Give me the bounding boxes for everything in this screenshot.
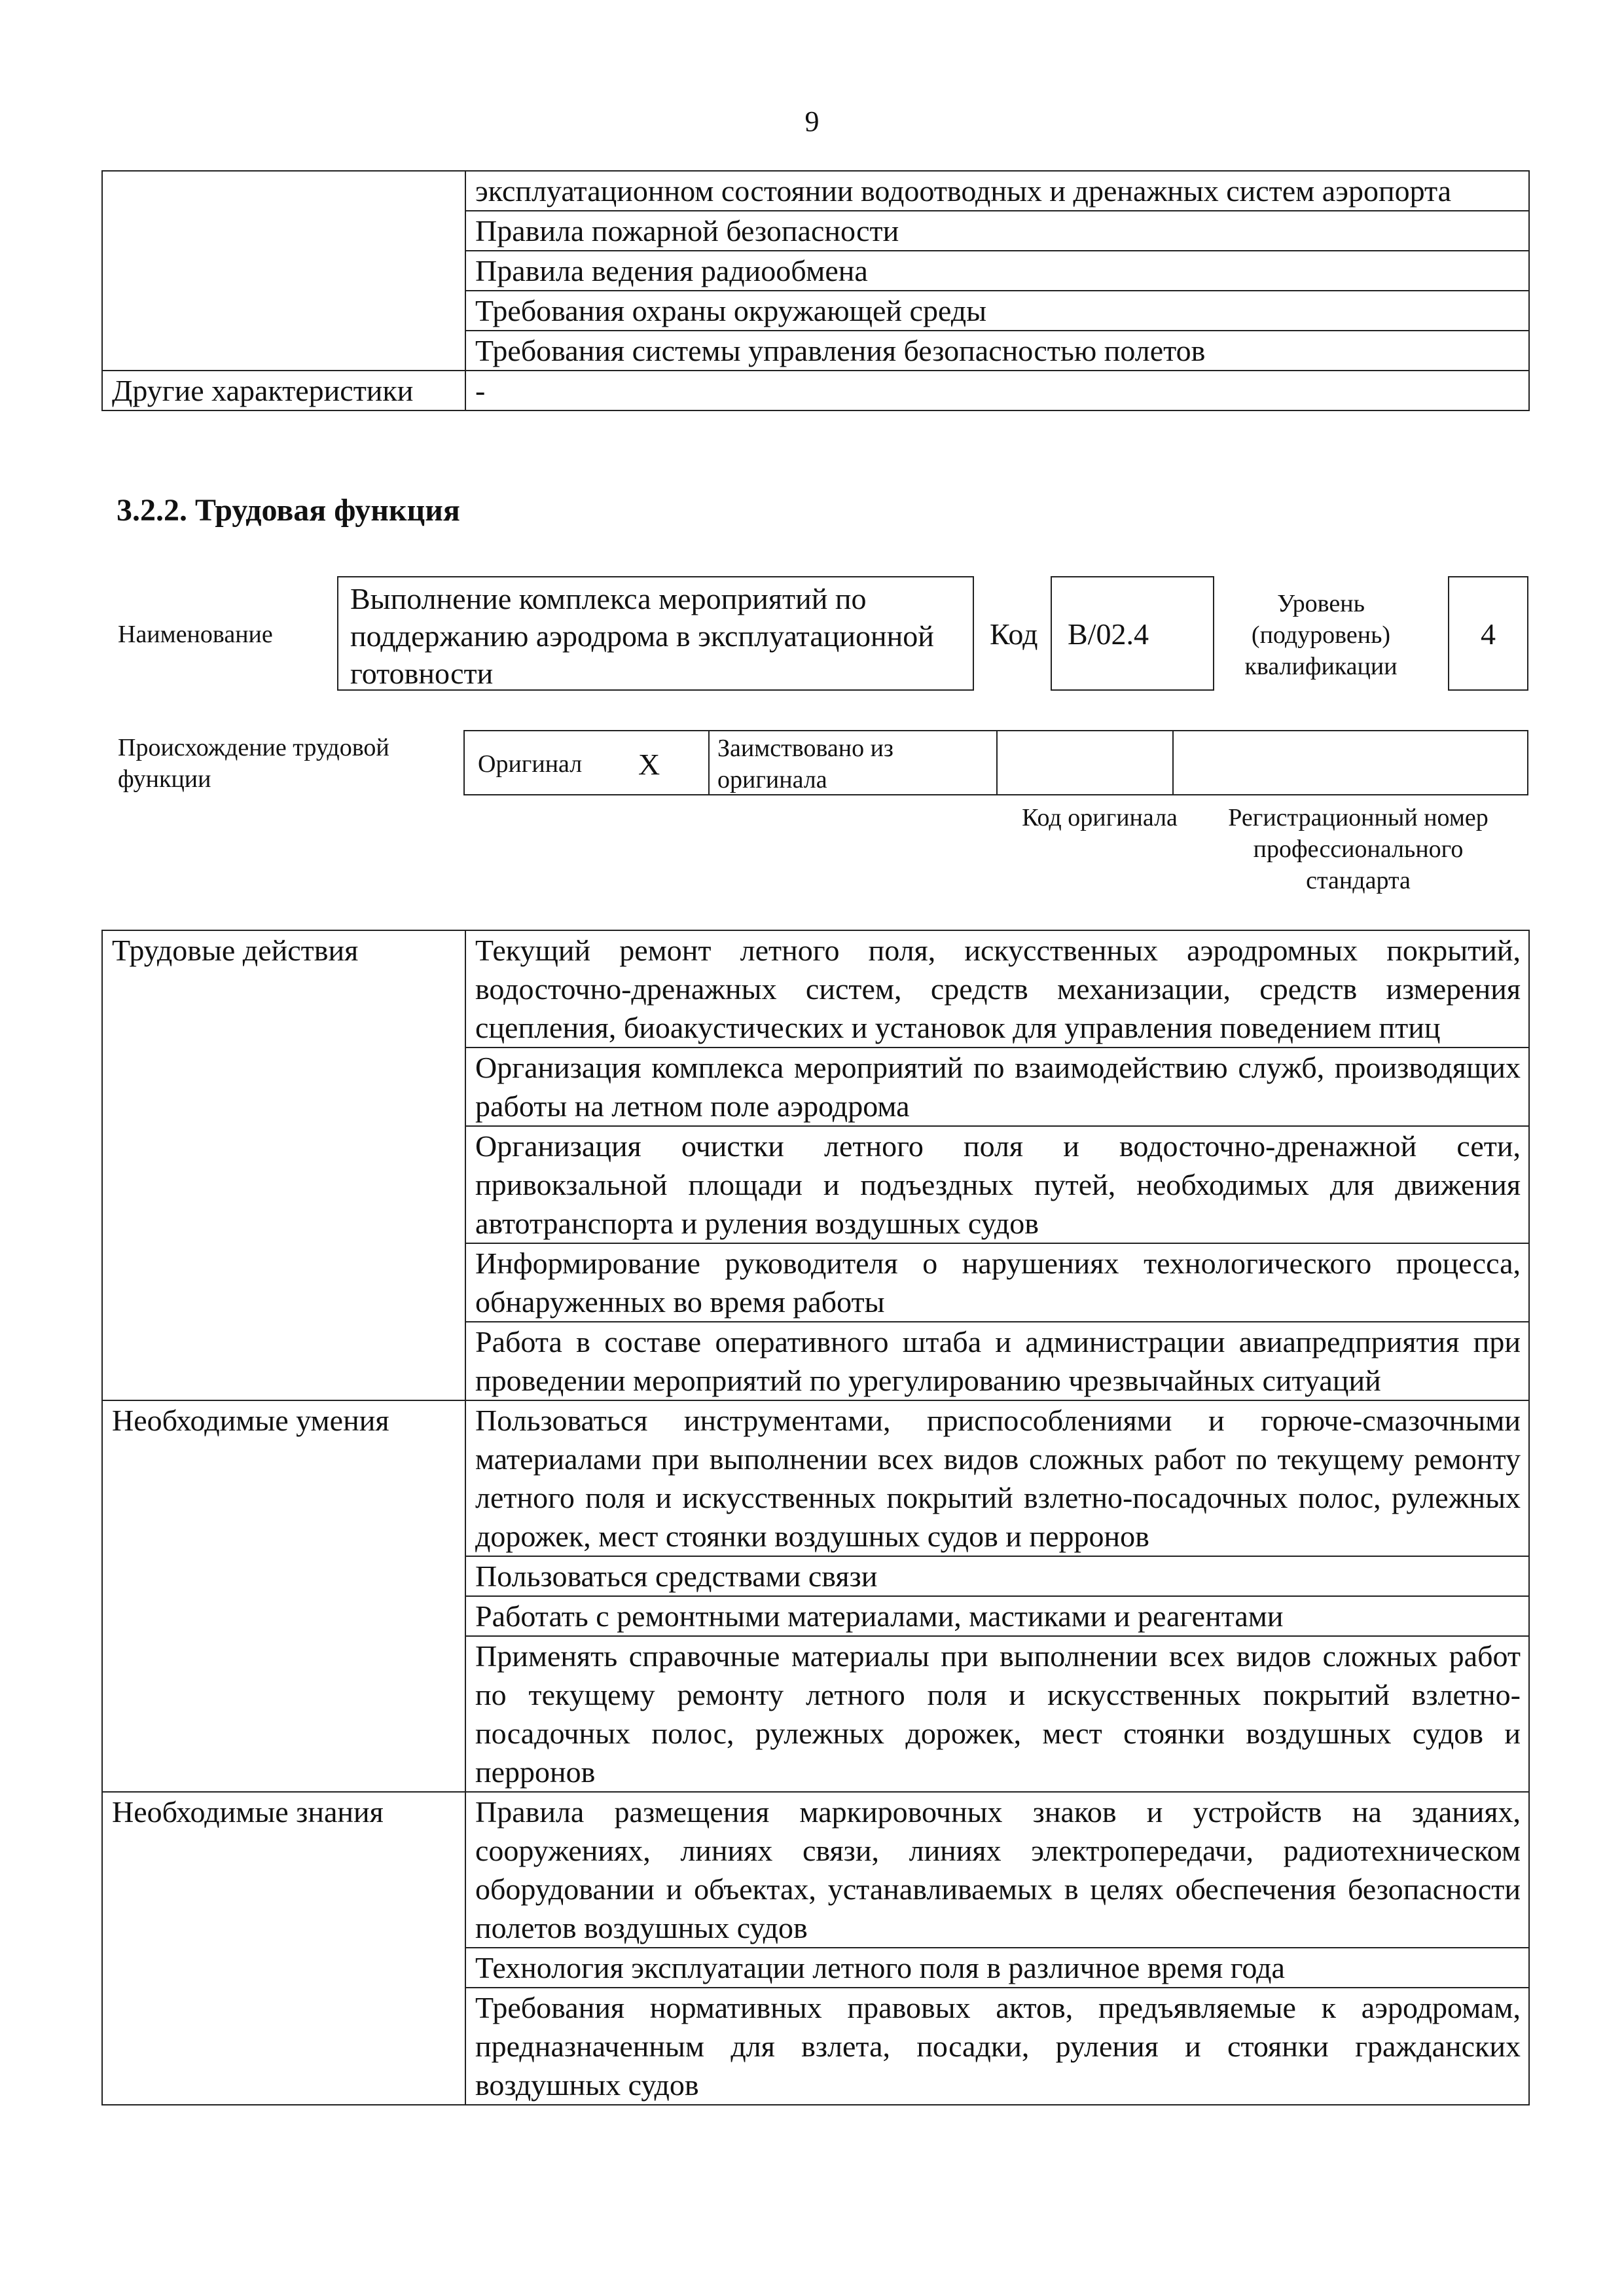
code-box [1051, 576, 1214, 691]
labor-action-item: Организация комплекса мероприятий по взаимодействию служб, производящих работы на летном поле аэродрома [465, 1048, 1529, 1126]
other-characteristics-value: - [465, 371, 1529, 410]
origin-table [463, 730, 1528, 795]
level-box [1448, 576, 1528, 691]
original-label: Оригинал [478, 750, 583, 778]
borrowed-cell [710, 731, 998, 794]
knowledge-item: Правила размещения маркировочных знаков и устройств на зданиях, сооружениях, линиях связи, линиях электропередачи, радиотехническом оборудовании и объектах, устанавливаемых в целях обеспечения безопасности полетов воздушных судов [465, 1792, 1529, 1948]
labor-function-table [101, 930, 1530, 2105]
labor-action-item: Работа в составе оперативного штаба и администрации авиапредприятия при проведении мероприятий по урегулированию чрезвычайных ситуаций [465, 1322, 1529, 1400]
skill-item: Пользоваться средствами связи [465, 1556, 1529, 1596]
name-label: Наименование [118, 621, 273, 648]
code-label: Код [990, 617, 1038, 651]
knowledge-item: Требования охраны окружающей среды [465, 291, 1529, 331]
labor-action-item: Организация очистки летного поля и водосточно-дренажной сети, привокзальной площади и подъездных путей, необходимых для движения автотранспорта и руления воздушных судов [465, 1126, 1529, 1243]
labor-action-item: Информирование руководителя о нарушениях технологического процесса, обнаруженных во время работы [465, 1243, 1529, 1322]
empty-label-cell [102, 171, 465, 371]
registration-number-cell [1174, 731, 1527, 794]
knowledge-item: Правила пожарной безопасности [465, 211, 1529, 251]
labor-actions-label: Трудовые действия [102, 930, 465, 1400]
original-mark: X [638, 748, 660, 781]
section-title: 3.2.2. Трудовая функция [117, 493, 460, 528]
skill-item: Применять справочные материалы при выполнении всех видов сложных работ по текущему ремонту летного поля и искусственных покрытий взлетно-посадочных полос, рулежных дорожек, мест стоянки воздушных судов и перронов [465, 1636, 1529, 1792]
required-knowledge-label: Необходимые знания [102, 1792, 465, 2105]
knowledge-item: Требования системы управления безопасностью полетов [465, 331, 1529, 371]
labor-action-item: Текущий ремонт летного поля, искусственных аэродромных покрытий, водосточно-дренажных систем, средств механизации, средств измерения сцепления, биоакустических и установок для управления поведением птиц [465, 930, 1529, 1048]
knowledge-item: Требования нормативных правовых актов, предъявляемые к аэродромам, предназначенным для взлета, посадки, руления и стоянки гражданских воздушных судов [465, 1988, 1529, 2105]
origin-label: Происхождение трудовой функции [118, 734, 389, 793]
borrowed-label: Заимствовано из оригинала [717, 735, 893, 793]
function-name-box [337, 576, 974, 691]
page-number: 9 [804, 105, 820, 137]
skill-item: Работать с ремонтными материалами, мастиками и реагентами [465, 1596, 1529, 1636]
continuation-table [101, 170, 1530, 411]
function-name-value: Выполнение комплекса мероприятий по поддержанию аэродрома в эксплуатационной готовности [350, 582, 934, 690]
code-value: В/02.4 [1068, 617, 1149, 651]
original-cell [465, 731, 710, 794]
level-value: 4 [1481, 617, 1496, 651]
code-original-caption: Код оригинала [1022, 804, 1178, 831]
required-skills-label: Необходимые умения [102, 1400, 465, 1792]
skill-item: Пользоваться инструментами, приспособлениями и горюче-смазочными материалами при выполнении всех видов сложных работ по текущему ремонту летного поля и искусственных покрытий взлетно-посадочных полос, рулежных дорожек, мест стоянки воздушных судов и перронов [465, 1400, 1529, 1556]
original-code-cell [999, 731, 1174, 794]
knowledge-item: эксплуатационном состоянии водоотводных и дренажных систем аэропорта [465, 171, 1529, 211]
knowledge-item: Технология эксплуатации летного поля в различное время года [465, 1948, 1529, 1988]
registration-number-caption: Регистрационный номер профессионального стандарта [1228, 804, 1489, 894]
level-label: Уровень (подуровень) квалификации [1244, 590, 1398, 680]
other-characteristics-label: Другие характеристики [102, 371, 465, 410]
knowledge-item: Правила ведения радиообмена [465, 251, 1529, 291]
